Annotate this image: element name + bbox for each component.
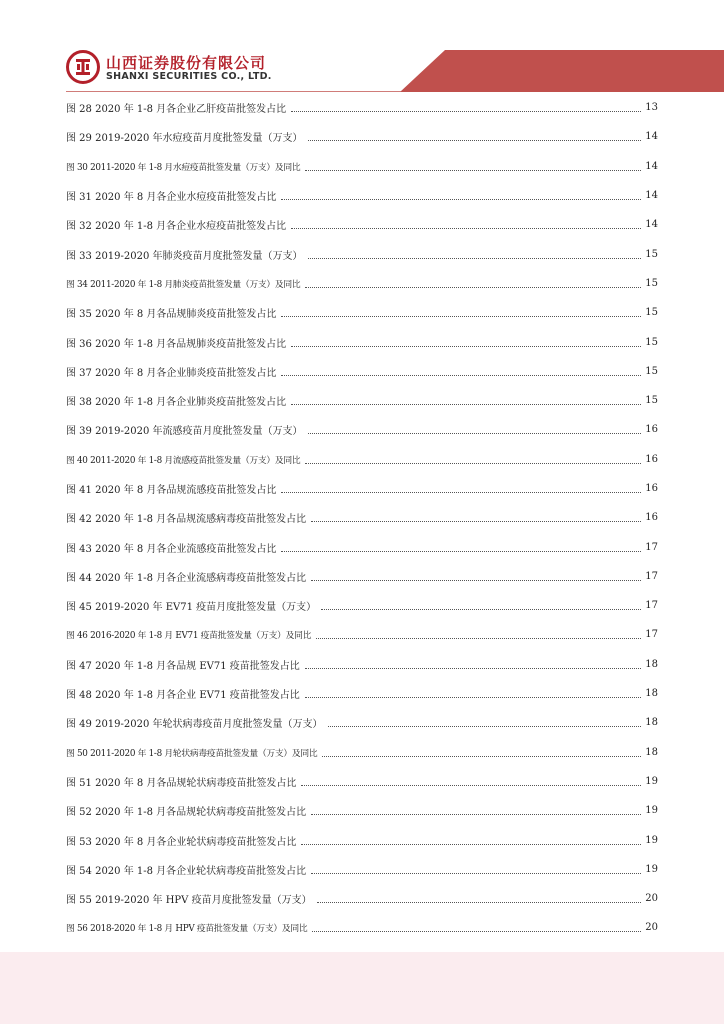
dot-leader — [291, 110, 641, 112]
toc-entry-page-number: 19 — [645, 863, 658, 875]
dot-leader — [322, 755, 641, 757]
toc-entry-page-number: 18 — [645, 688, 658, 700]
dot-leader — [305, 169, 641, 171]
toc-entry-page-number: 18 — [645, 746, 658, 758]
toc-entry-page-number: 20 — [645, 922, 658, 934]
toc-entry[interactable] — [66, 122, 658, 151]
toc-entry-title: 图 37 2020 年 8 月各企业肺炎疫苗批签发占比 — [66, 364, 278, 379]
toc-entry-title: 图 32 2020 年 1-8 月各企业水痘疫苗批签发占比 — [66, 217, 288, 232]
toc-entry-page-number: 17 — [645, 629, 658, 641]
toc-entry[interactable] — [66, 562, 658, 591]
toc-entry-page-number: 16 — [645, 453, 658, 465]
toc-entry[interactable] — [66, 239, 658, 268]
toc-entry-title: 图 41 2020 年 8 月各品规流感疫苗批签发占比 — [66, 481, 278, 496]
toc-entry[interactable] — [66, 620, 658, 649]
toc-entry-title: 图 48 2020 年 1-8 月各企业 EV71 疫苗批签发占比 — [66, 686, 302, 701]
toc-entry[interactable] — [66, 327, 658, 356]
toc-entry-title: 图 43 2020 年 8 月各企业流感疫苗批签发占比 — [66, 540, 278, 555]
toc-entry[interactable] — [66, 855, 658, 884]
toc-entry-title: 图 30 2011-2020 年 1-8 月水痘疫苗批签发量（万支）及同比 — [66, 160, 302, 173]
dot-leader — [316, 637, 641, 639]
toc-entry[interactable] — [66, 269, 658, 298]
toc-entry[interactable] — [66, 210, 658, 239]
toc-entry[interactable] — [66, 825, 658, 854]
toc-entry-page-number: 17 — [645, 570, 658, 582]
dot-leader — [321, 608, 641, 610]
dot-leader — [308, 257, 641, 259]
toc-entry[interactable] — [66, 415, 658, 444]
toc-entry-title: 图 39 2019-2020 年流感疫苗月度批签发量（万支） — [66, 422, 305, 437]
toc-entry-page-number: 16 — [645, 512, 658, 524]
dot-leader — [317, 901, 641, 903]
toc-entry[interactable] — [66, 679, 658, 708]
dot-leader — [311, 813, 641, 815]
toc-entry-page-number: 13 — [645, 102, 658, 114]
toc-entry-page-number: 14 — [645, 131, 658, 143]
toc-entry-title: 图 47 2020 年 1-8 月各品规 EV71 疫苗批签发占比 — [66, 657, 302, 672]
page-header — [0, 0, 724, 92]
toc-entry[interactable] — [66, 708, 658, 737]
toc-entry-title: 图 35 2020 年 8 月各品规肺炎疫苗批签发占比 — [66, 305, 278, 320]
toc-entry-title: 图 49 2019-2020 年轮状病毒疫苗月度批签发量（万支） — [66, 715, 325, 730]
toc-entry-page-number: 19 — [645, 775, 658, 787]
toc-entry-page-number: 16 — [645, 483, 658, 494]
toc-entry-page-number: 14 — [645, 190, 658, 202]
company-name-en: SHANXI SECURITIES CO., LTD. — [106, 71, 272, 82]
figure-list — [66, 93, 658, 943]
toc-entry[interactable] — [66, 738, 658, 767]
toc-entry[interactable] — [66, 93, 658, 122]
dot-leader — [311, 579, 641, 581]
toc-entry-page-number: 20 — [645, 893, 658, 905]
toc-entry-title: 图 29 2019-2020 年水痘疫苗月度批签发量（万支） — [66, 129, 305, 144]
toc-entry-title: 图 51 2020 年 8 月各品规轮状病毒疫苗批签发占比 — [66, 774, 298, 789]
toc-entry[interactable] — [66, 474, 658, 503]
toc-entry[interactable] — [66, 884, 658, 913]
toc-entry-title: 图 45 2019-2020 年 EV71 疫苗月度批签发量（万支） — [66, 598, 318, 613]
toc-entry-title: 图 46 2016-2020 年 1-8 月 EV71 疫苗批签发量（万支）及同比 — [66, 628, 313, 641]
toc-entry-title: 图 52 2020 年 1-8 月各品规轮状病毒疫苗批签发占比 — [66, 803, 308, 818]
toc-entry-page-number: 19 — [645, 805, 658, 817]
toc-entry[interactable] — [66, 796, 658, 825]
dot-leader — [281, 315, 641, 317]
dot-leader — [308, 139, 641, 141]
toc-entry-title: 图 38 2020 年 1-8 月各企业肺炎疫苗批签发占比 — [66, 393, 288, 408]
toc-entry-title: 图 56 2018-2020 年 1-8 月 HPV 疫苗批签发量（万支）及同比 — [66, 921, 309, 934]
dot-leader — [311, 520, 641, 522]
toc-entry[interactable] — [66, 503, 658, 532]
dot-leader — [301, 843, 641, 845]
toc-entry-title: 图 34 2011-2020 年 1-8 月肺炎疫苗批签发量（万支）及同比 — [66, 277, 302, 290]
toc-entry[interactable] — [66, 298, 658, 327]
dot-leader — [301, 784, 641, 786]
dot-leader — [305, 286, 641, 288]
toc-entry[interactable] — [66, 591, 658, 620]
dot-leader — [305, 462, 641, 464]
toc-entry-title: 图 31 2020 年 8 月各企业水痘疫苗批签发占比 — [66, 188, 278, 203]
toc-entry-title: 图 42 2020 年 1-8 月各品规流感病毒疫苗批签发占比 — [66, 510, 308, 525]
toc-entry[interactable] — [66, 650, 658, 679]
dot-leader — [281, 491, 641, 493]
toc-entry[interactable] — [66, 767, 658, 796]
toc-entry[interactable] — [66, 152, 658, 181]
toc-entry-page-number: 17 — [645, 541, 658, 553]
toc-entry[interactable] — [66, 386, 658, 415]
toc-entry-title: 图 28 2020 年 1-8 月各企业乙肝疫苗批签发占比 — [66, 100, 288, 115]
dot-leader — [291, 345, 641, 347]
toc-entry-title: 图 40 2011-2020 年 1-8 月流感疫苗批签发量（万支）及同比 — [66, 453, 302, 466]
dot-leader — [312, 930, 641, 932]
toc-entry-page-number: 15 — [645, 395, 658, 407]
dot-leader — [291, 227, 641, 229]
toc-entry-page-number: 15 — [645, 336, 658, 348]
toc-entry-page-number: 15 — [645, 248, 658, 260]
toc-entry-page-number: 14 — [645, 219, 658, 231]
company-name-cn: 山西证券股份有限公司 — [106, 54, 267, 72]
toc-entry-title: 图 53 2020 年 8 月各企业轮状病毒疫苗批签发占比 — [66, 833, 298, 848]
toc-entry-title: 图 44 2020 年 1-8 月各企业流感病毒疫苗批签发占比 — [66, 569, 308, 584]
dot-leader — [311, 872, 641, 874]
toc-entry[interactable] — [66, 532, 658, 561]
dot-leader — [305, 667, 641, 669]
toc-entry-title: 图 50 2011-2020 年 1-8 月轮状病毒疫苗批签发量（万支）及同比 — [66, 746, 319, 759]
dot-leader — [291, 403, 641, 405]
toc-entry-title: 图 36 2020 年 1-8 月各品规肺炎疫苗批签发占比 — [66, 335, 288, 350]
toc-entry[interactable] — [66, 181, 658, 210]
toc-entry-title: 图 33 2019-2020 年肺炎疫苗月度批签发量（万支） — [66, 247, 305, 262]
toc-entry[interactable] — [66, 357, 658, 386]
toc-entry-page-number: 17 — [645, 600, 658, 612]
toc-entry-title: 图 54 2020 年 1-8 月各企业轮状病毒疫苗批签发占比 — [66, 862, 308, 877]
dot-leader — [328, 725, 641, 727]
toc-entry-page-number: 15 — [645, 365, 658, 377]
footer-band — [0, 952, 724, 1024]
toc-entry-page-number: 16 — [645, 424, 658, 436]
dot-leader — [281, 374, 641, 376]
dot-leader — [305, 696, 641, 698]
toc-entry-page-number: 19 — [645, 834, 658, 846]
toc-entry-page-number: 15 — [645, 277, 658, 289]
company-logo-icon — [66, 50, 100, 84]
toc-entry-page-number: 18 — [645, 717, 658, 729]
toc-entry[interactable] — [66, 913, 658, 942]
toc-entry-title: 图 55 2019-2020 年 HPV 疫苗月度批签发量（万支） — [66, 891, 314, 906]
dot-leader — [281, 550, 641, 552]
toc-entry-page-number: 18 — [645, 658, 658, 670]
dot-leader — [308, 432, 641, 434]
dot-leader — [281, 198, 641, 200]
toc-entry-page-number: 15 — [645, 307, 658, 319]
toc-entry-page-number: 14 — [645, 160, 658, 172]
toc-entry[interactable] — [66, 445, 658, 474]
